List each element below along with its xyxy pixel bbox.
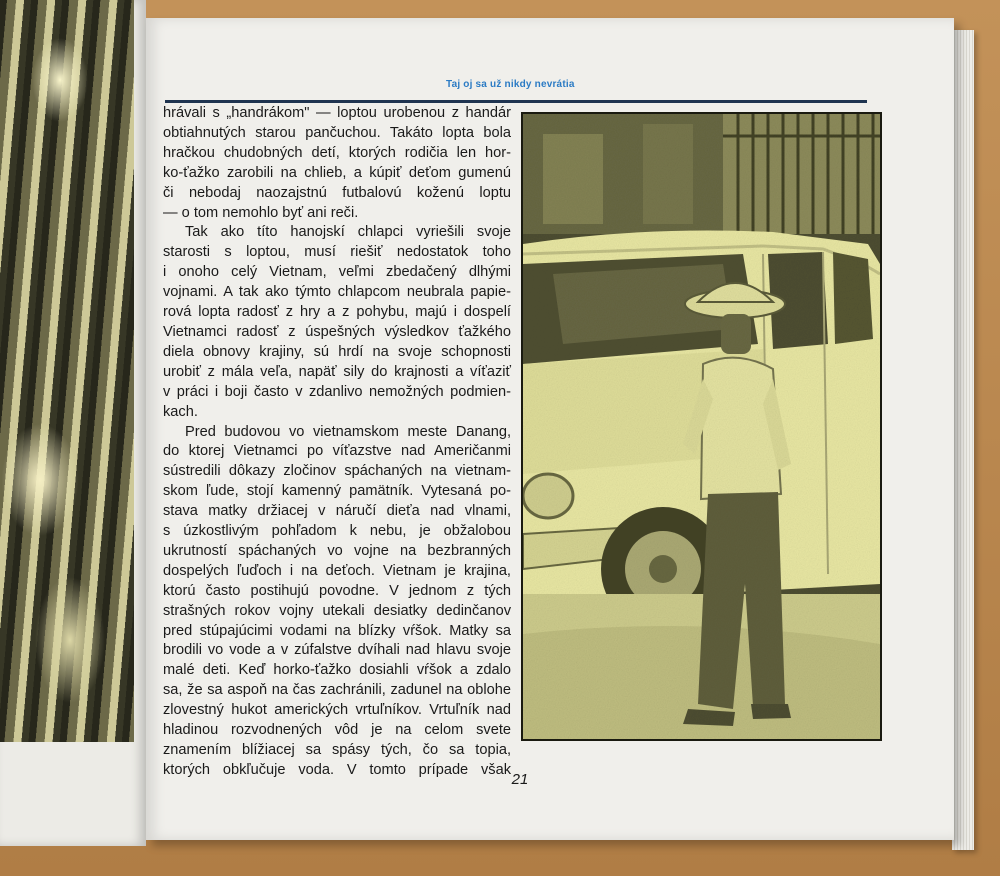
- text-line: v práci i boji často v zdanlivo nemožných podmien-: [163, 383, 511, 400]
- paragraph-1: [163, 104, 511, 223]
- text-line: kach.: [163, 403, 198, 420]
- page-edge: [952, 30, 974, 850]
- text-line: — o tom nemohlo byť ani reči.: [163, 204, 359, 221]
- text-line: starosti s loptou, musí riešiť nedostatok toho: [163, 244, 511, 261]
- text-line: hladinou rozvodnených vôd je na celom svete: [163, 722, 511, 739]
- text-line: či nebodaj naozajstnú futbalovú koženú loptu: [163, 184, 511, 201]
- text-line: pred stúpajúcimi vodami na blízky vŕšok. Matky sa: [163, 622, 511, 639]
- text-line: hračkou chudobných detí, ktorých rodičia len hor-: [163, 144, 511, 161]
- header-rule: [165, 100, 867, 103]
- text-line: do ktorej Vietnamci po víťazstve nad Američanmi: [163, 443, 511, 460]
- text-line: ko-ťažko zarobili na chlieb, a kúpiť deťom gumenú: [163, 164, 511, 181]
- text-line: diela obnovy krajiny, sú hrdí na svoje schopnosti: [163, 343, 511, 360]
- running-head: Taj oj sa už nikdy nevrátia: [446, 79, 575, 90]
- text-line: skom ľude, stojí kamenný pamätník. Vytesaná po-: [163, 483, 511, 500]
- text-line: brodili vo vode a v zúfalstve dvíhali nad hlavu svoje: [163, 642, 511, 659]
- text-line: s úzkostlivým pohľadom k nebu, je obžalobou: [163, 523, 511, 540]
- text-line: ktorých obkľučuje voda. V tomto prípade však: [163, 761, 511, 778]
- text-line: znamením blížiacej sa spásy tých, čo sa topia,: [163, 742, 511, 758]
- body-text: [163, 104, 511, 781]
- text-line: strašných rokov vojny utekali desiatky dedinčanov: [163, 602, 511, 619]
- text-line: i onoho celý Vietnam, veľmi zbedačený dlhými: [163, 264, 511, 281]
- text-line: sa, že sa aspoň na čas zachránili, zadunel na oblohe: [163, 682, 511, 699]
- text-line: zlovestný hukot amerických vrtuľníkov. Vrtuľník nad: [163, 702, 511, 719]
- page-number: 21: [511, 771, 529, 788]
- text-line: obtiahnutých starou pančuchou. Takáto lopta bola: [163, 124, 511, 141]
- text-line: Pred budovou vo vietnamskom meste Danang,: [185, 423, 511, 440]
- text-line: ukrutností spáchaných vo vojne na bezbranných: [163, 542, 511, 559]
- text-line: Vietnamci radosť z úspešných výsledkov ťažkého: [163, 323, 511, 340]
- paragraph-3: [163, 423, 511, 781]
- left-page: [0, 0, 146, 846]
- paragraph-2: [163, 223, 511, 422]
- left-page-photo: [0, 0, 134, 742]
- text-line: stava matky držiacej v náručí dieťa nad vlnami,: [163, 503, 511, 520]
- photo-illustration: [523, 114, 880, 739]
- photo-boy-and-car: [521, 112, 882, 741]
- text-line: ktorú často postihujú povodne. V jednom z tých: [163, 582, 511, 599]
- text-line: dospelých ľuďoch i na deťoch. Vietnam je krajina,: [163, 562, 511, 579]
- text-line: malé deti. Keď horko-ťažko dosiahli vŕšok a zdalo: [163, 662, 511, 679]
- text-line: sústredili dôkazy zločinov spáchaných na vietnam-: [163, 463, 511, 480]
- text-line: Tak ako títo hanojskí chlapci vyriešili svoje: [185, 224, 511, 241]
- text-line: rová lopta radosť z hry a z pohybu, majú i dospelí: [163, 304, 511, 321]
- text-line: vojnami. A tak ako týmto chlapcom neubrala papie-: [163, 284, 511, 301]
- text-line: hrávali s „handrákom" — loptou urobenou z handár: [163, 105, 511, 121]
- text-line: urobiť z mála veľa, napäť sily do krajnosti a víťaziť: [163, 363, 511, 380]
